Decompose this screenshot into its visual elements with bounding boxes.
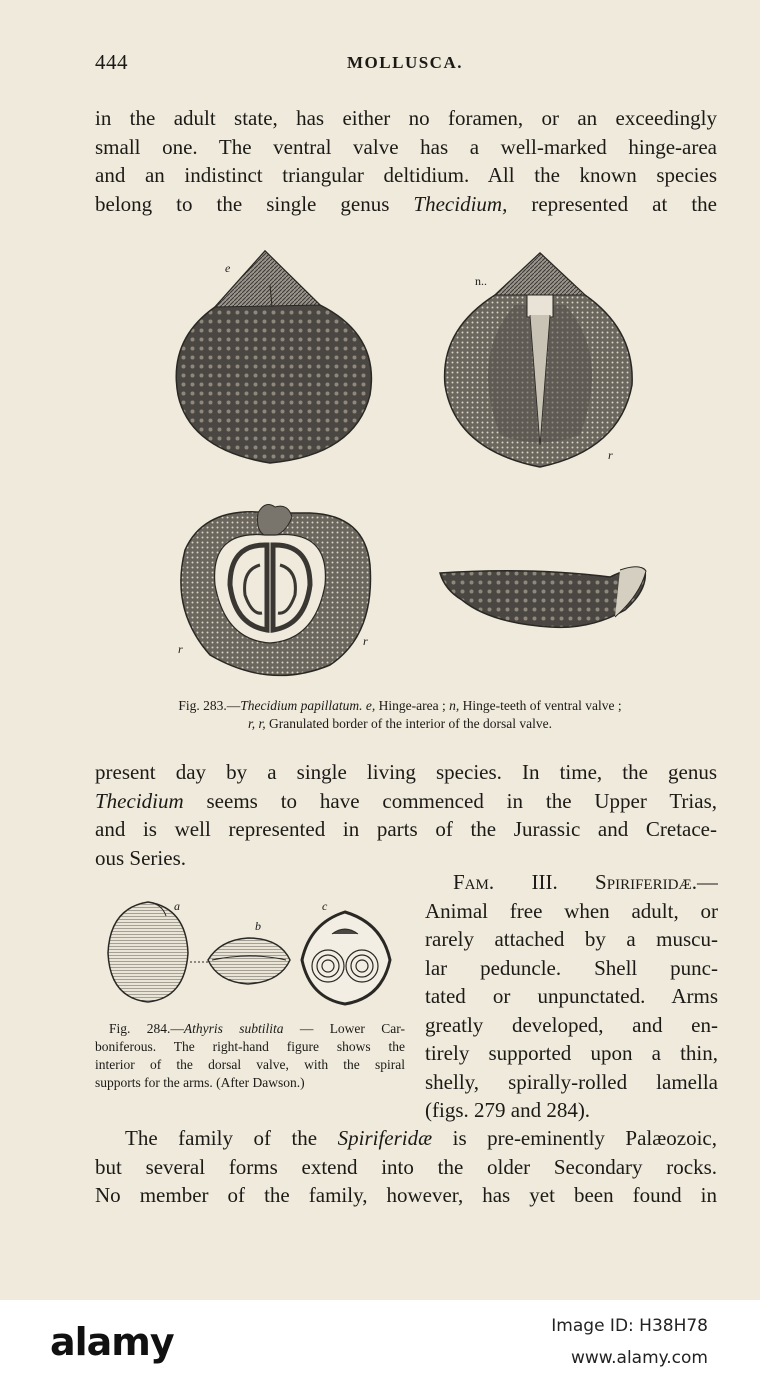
page-number: 444 <box>95 50 128 74</box>
shell-interior-illustration <box>445 253 633 467</box>
text-line <box>95 787 717 816</box>
family-heading: Fam. III. Spiriferidæ.— <box>453 870 718 894</box>
text-line: in the adult state, has either no foramen, or an exceedingly <box>95 106 717 130</box>
text-line: but several forms extend into the older Secondary rocks. <box>95 1154 717 1179</box>
family-description <box>425 868 718 1125</box>
site-url: www.alamy.com <box>570 1348 708 1368</box>
caption-text: Hinge-teeth of ventral valve ; <box>459 698 622 713</box>
caption-species: Athyris subtilita <box>183 1021 284 1036</box>
text-line: small one. The ventral valve has a well-marked hinge-area <box>95 134 717 159</box>
running-head: MOLLUSCA. <box>347 53 463 72</box>
text-run: seems to have commenced in the Upper Trias, <box>183 788 717 813</box>
paragraph-1 <box>95 104 717 218</box>
text-line: rarely attached by a muscu- <box>425 927 718 951</box>
text-line: Animal free when adult, or <box>425 898 718 923</box>
caption-line <box>110 697 690 715</box>
caption-line: boniferous. The right-hand figure shows the <box>95 1039 405 1054</box>
caption-line: interior of the dorsal valve, with the spiral <box>95 1057 405 1072</box>
caption-species: Thecidium papillatum. <box>240 698 363 713</box>
caption-label-e: e, <box>362 698 376 713</box>
text-line: and an indistinct triangular deltidium. All the known species <box>95 163 717 187</box>
text-line: greatly developed, and en- <box>425 1012 718 1037</box>
text-line: lar peduncle. Shell punc- <box>425 955 718 980</box>
shell-b-illustration <box>208 938 290 984</box>
caption-text: — Lower Car- <box>283 1021 405 1036</box>
shell-exterior-illustration <box>176 251 371 463</box>
text-line: (figs. 279 and 284). <box>425 1098 591 1122</box>
label-r-left: r <box>178 642 183 656</box>
shell-side-view-illustration <box>440 567 646 628</box>
text-line: ous Series. <box>95 845 186 870</box>
caption-prefix: Fig. 284.— <box>109 1021 184 1036</box>
genus-name-thecidium: Thecidium, <box>413 191 508 216</box>
figure-284-caption <box>95 1020 405 1092</box>
genus-name-thecidium: Thecidium <box>95 788 184 813</box>
stock-watermark-bar <box>0 1300 760 1390</box>
text-run: is pre-eminently Palæozoic, <box>432 1126 717 1150</box>
label-a: a <box>174 899 180 913</box>
label-b: b <box>255 919 261 933</box>
image-id: Image ID: H38H78 <box>551 1316 708 1336</box>
text-line: tirely supported upon a thin, <box>425 1041 718 1065</box>
text-line: present day by a single living species. In time, the genus <box>95 760 717 784</box>
caption-label-n: n, <box>449 698 460 713</box>
label-e: e <box>225 261 231 275</box>
paragraph-2 <box>95 758 717 872</box>
figure-284 <box>100 898 400 1008</box>
caption-line <box>110 715 690 733</box>
paragraph-3 <box>95 1124 717 1210</box>
text-line: No member of the family, however, has yet been found in <box>95 1183 717 1207</box>
alamy-logo: alamy <box>50 1320 174 1364</box>
text-run: represented at the <box>507 191 717 216</box>
dorsal-valve-interior-illustration <box>181 505 371 676</box>
text-line: and is well represented in parts of the Jurassic and Cretace- <box>95 817 717 841</box>
page-header <box>95 50 715 80</box>
family-name-spiriferidae: Spiriferidæ <box>337 1126 433 1150</box>
caption-prefix: Fig. 283.— <box>178 698 241 713</box>
label-r-inner: r <box>363 634 368 648</box>
caption-text: Hinge-area ; <box>375 698 450 713</box>
shell-c-illustration <box>302 912 390 1004</box>
caption-text: Granulated border of the interior of the dorsal valve. <box>265 716 553 731</box>
label-n: n.. <box>475 274 487 288</box>
label-c: c <box>322 899 328 913</box>
text-line <box>95 1124 717 1153</box>
figure-283 <box>170 245 660 685</box>
text-line: tated or unpunctated. Arms <box>425 984 718 1008</box>
text-line: shelly, spirally-rolled lamella <box>425 1069 718 1094</box>
caption-line: supports for the arms. (After Dawson.) <box>95 1075 305 1090</box>
text-run: belong to the single genus <box>95 191 414 216</box>
text-line <box>95 190 717 219</box>
caption-label-r: r, r, <box>247 716 266 731</box>
label-r-right: r <box>608 448 613 462</box>
shell-a-illustration <box>108 902 188 1002</box>
text-run: The family of the <box>125 1126 338 1150</box>
caption-line <box>95 1020 405 1038</box>
figure-283-caption <box>110 697 690 733</box>
